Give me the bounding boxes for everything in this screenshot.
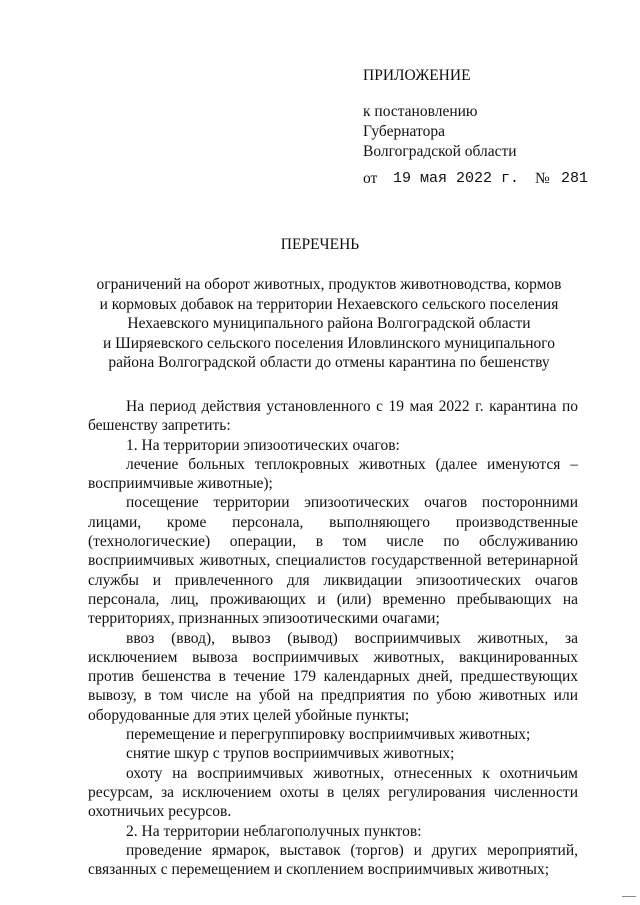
- subtitle-line: и Ширяевского сельского поселения Иловлинского муниципального: [102, 334, 556, 352]
- appendix-to-line-2: Губернатора: [363, 123, 445, 140]
- document-body: [88, 397, 578, 879]
- body-paragraph: 1. На территории эпизоотических очагов:: [126, 436, 400, 454]
- body-paragraph: 2. На территории неблагополучных пунктов:: [126, 822, 422, 840]
- page-corner-mark: [622, 896, 636, 901]
- body-paragraph: перемещение и перегруппировку восприимчивых животных;: [126, 726, 531, 744]
- number-sign: №: [535, 170, 550, 187]
- appendix-block: [363, 66, 517, 162]
- body-paragraph: снятие шкур с трупов восприимчивых животных;: [126, 745, 455, 763]
- subtitle-line: и кормовых добавок на территории Нехаевского сельского поселения: [99, 295, 559, 313]
- appendix-to-line-1: к постановлению: [363, 103, 478, 120]
- subtitle-line: ограничений на оборот животных, продуктов животноводства, кормов: [96, 276, 562, 293]
- body-paragraph: лечение больных теплокровных животных (далее именуются – восприимчивые животные);: [88, 455, 578, 493]
- subtitle-line: Нехаевского муниципального района Волгоградской области: [127, 315, 531, 332]
- subtitle-line: района Волгоградской области до отмены карантина по бешенству: [108, 354, 550, 371]
- appendix-title: ПРИЛОЖЕНИЕ: [363, 67, 471, 84]
- document-title: ПЕРЕЧЕНЬ: [280, 236, 360, 253]
- document-subtitle: [80, 275, 578, 373]
- appendix-to-line-3: Волгоградской области: [363, 143, 517, 160]
- body-paragraph: На период действия установленного с 19 мая 2022 г. карантина по бешенству запретить:: [88, 398, 578, 435]
- decree-date: 19 мая 2022 г.: [393, 170, 520, 187]
- body-paragraph: посещение территории эпизоотических очагов посторонними лицами, кроме персонала, выполняющего производственные (технологические) операции, в том числе по обслуживанию восприимчивых животных, специалистов государственной ветеринарной службы и привлеченного для ликвидации эпизоотических очагов персонала, лиц, проживающих и (или) временно пребывающих на территориях, признанных эпизоотическими очагами;: [88, 494, 578, 628]
- body-paragraph: ввоз (ввод), вывоз (вывод) восприимчивых животных, за исключением вывоза восприимчивых животных, вакцинированных против бешенства в течение 179 календарных дней, предшествующих вывозу, в том числе на убой на предприятия по убою животных или оборудованные для этих целей убойные пункты;: [88, 629, 578, 724]
- decree-number: 281: [561, 170, 589, 187]
- body-paragraph: проведение ярмарок, выставок (торгов) и других мероприятий, связанных с перемещением и скоплением восприимчивых животных;: [88, 841, 578, 879]
- body-paragraph: охоту на восприимчивых животных, отнесенных к охотничьим ресурсам, за исключением охоты в целях регулирования численности охотничьих ресурсов.: [88, 764, 578, 821]
- date-prefix: от: [363, 170, 378, 187]
